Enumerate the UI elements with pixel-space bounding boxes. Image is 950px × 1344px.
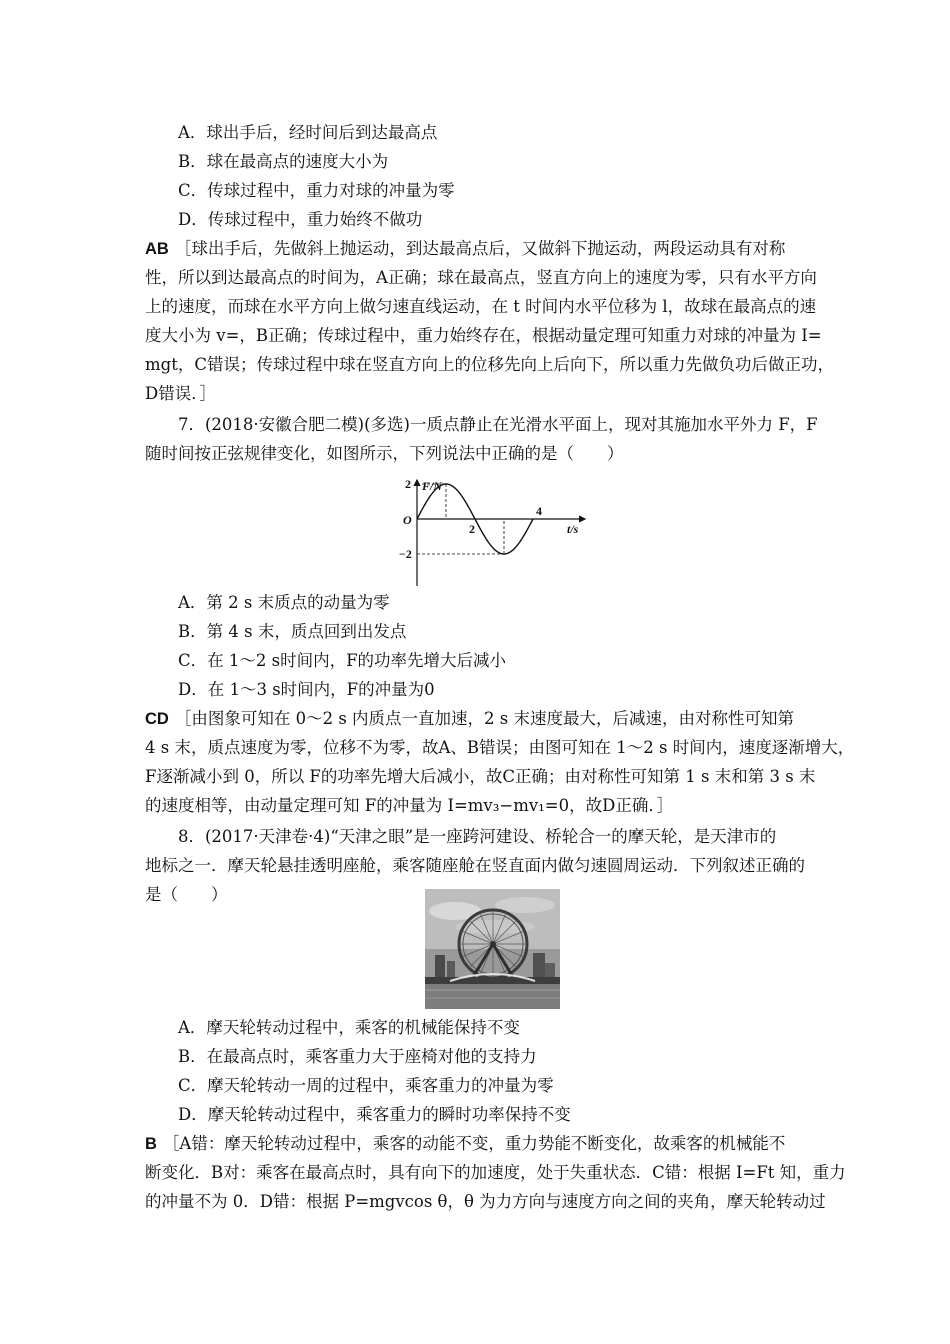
q8-explanation-line: 的冲量不为 0．D错：根据 P=mgvcos θ，θ 为力方向与速度方向之间的夹角，摩天轮转动过 (145, 1192, 826, 1211)
x-tick-label: 2 (469, 522, 475, 536)
q8-option-c: C．摩天轮转动一周的过程中，乘客重力的冲量为零 (178, 1076, 554, 1095)
q7-option-d: D．在 1～3 s时间内，F的冲量为0 (178, 680, 435, 699)
q7-answer-line (145, 709, 794, 729)
q8-stem-line: 8．(2017·天津卷·4)“天津之眼”是一座跨河建设、桥轮合一的摩天轮，是天津市的 (178, 827, 777, 846)
q7-option-b: B．第 4 s 末，质点回到出发点 (178, 622, 407, 641)
q8-stem-line: 地标之一．摩天轮悬挂透明座舱，乘客随座舱在竖直面内做匀速圆周运动．下列叙述正确的 (145, 856, 805, 875)
q8-answer-line (145, 1134, 785, 1154)
q7-explanation-line: 4 s 末，质点速度为零，位移不为零，故A、B错误；由图可知在 1～2 s 时间内，速度逐渐增大， (145, 738, 855, 757)
q6-option-a: A．球出手后，经时间后到达最高点 (178, 123, 438, 142)
q7-stem-line: 7．(2018·安徽合肥二模)(多选)一质点静止在光滑水平面上，现对其施加水平外力 F，F (178, 415, 818, 434)
q6-answer-line (145, 239, 785, 259)
y-axis-label: F/N (422, 479, 443, 493)
force-time-chart (395, 478, 595, 590)
q8-explanation-line: 断变化．B对：乘客在最高点时，具有向下的加速度，处于失重状态．C错：根据 I=Ft 知，重力 (145, 1163, 846, 1182)
q8-stem-line: 是（ ） (145, 885, 228, 904)
q7-explanation-line: ［由图象可知在 0～2 s 内质点一直加速，2 s 末速度最大，后减速，由对称性可知第 (174, 709, 794, 728)
q8-explanation-line: ［A错：摩天轮转动过程中，乘客的动能不变，重力势能不断变化，故乘客的机械能不 (162, 1134, 786, 1153)
q6-explanation-line: mgt，C错误；传球过程中球在竖直方向上的位移先向上后向下，所以重力先做负功后做正功， (145, 355, 834, 374)
q6-option-b: B．球在最高点的速度大小为 (178, 152, 389, 171)
q6-explanation-line: 性，所以到达最高点的时间为，A正确；球在最高点，竖直方向上的速度为零，只有水平方向 (145, 268, 817, 287)
q7-explanation-line: F逐渐减小到 0，所以 F的功率先增大后减小，故C正确；由对称性可知第 1 s 末和第 3 s 末 (145, 767, 816, 786)
q6-option-c: C．传球过程中，重力对球的冲量为零 (178, 181, 455, 200)
q7-stem-line: 随时间按正弦规律变化，如图所示，下列说法中正确的是（ ） (145, 444, 624, 463)
q7-answer-tag: CD (145, 710, 169, 728)
q8-option-b: B．在最高点时，乘客重力大于座椅对他的支持力 (178, 1047, 537, 1066)
q6-explanation-line: 度大小为 v=，B正确；传球过程中，重力始终存在，根据动量定理可知重力对球的冲量为 I= (145, 326, 822, 345)
q8-answer-tag: B (145, 1135, 157, 1153)
q7-option-a: A．第 2 s 末质点的动量为零 (178, 593, 390, 612)
origin-label: O (403, 513, 412, 527)
ferris-wheel-photo (425, 889, 560, 1009)
q8-option-a: A．摩天轮转动过程中，乘客的机械能保持不变 (178, 1018, 520, 1037)
q6-explanation-line: ［球出手后，先做斜上抛运动，到达最高点后，又做斜下抛运动，两段运动具有对称 (174, 239, 786, 258)
x-axis-label: t/s (567, 522, 579, 536)
y-tick-label: 2 (405, 478, 411, 491)
q6-answer-tag: AB (145, 240, 169, 258)
x-tick-label: 4 (536, 504, 542, 518)
y-tick-label: −2 (399, 547, 412, 561)
q6-explanation-line: 上的速度，而球在水平方向上做匀速直线运动，在 t 时间内水平位移为 l，故球在最高点的速 (145, 297, 817, 316)
q7-explanation-line: 的速度相等，由动量定理可知 F的冲量为 I=mv₃−mv₁=0，故D正确．］ (145, 796, 674, 815)
q6-option-d: D．传球过程中，重力始终不做功 (178, 210, 423, 229)
q7-option-c: C．在 1～2 s时间内，F的功率先增大后减小 (178, 651, 507, 670)
q8-option-d: D．摩天轮转动过程中，乘客重力的瞬时功率保持不变 (178, 1105, 571, 1124)
q6-explanation-line: D错误．］ (145, 384, 216, 403)
